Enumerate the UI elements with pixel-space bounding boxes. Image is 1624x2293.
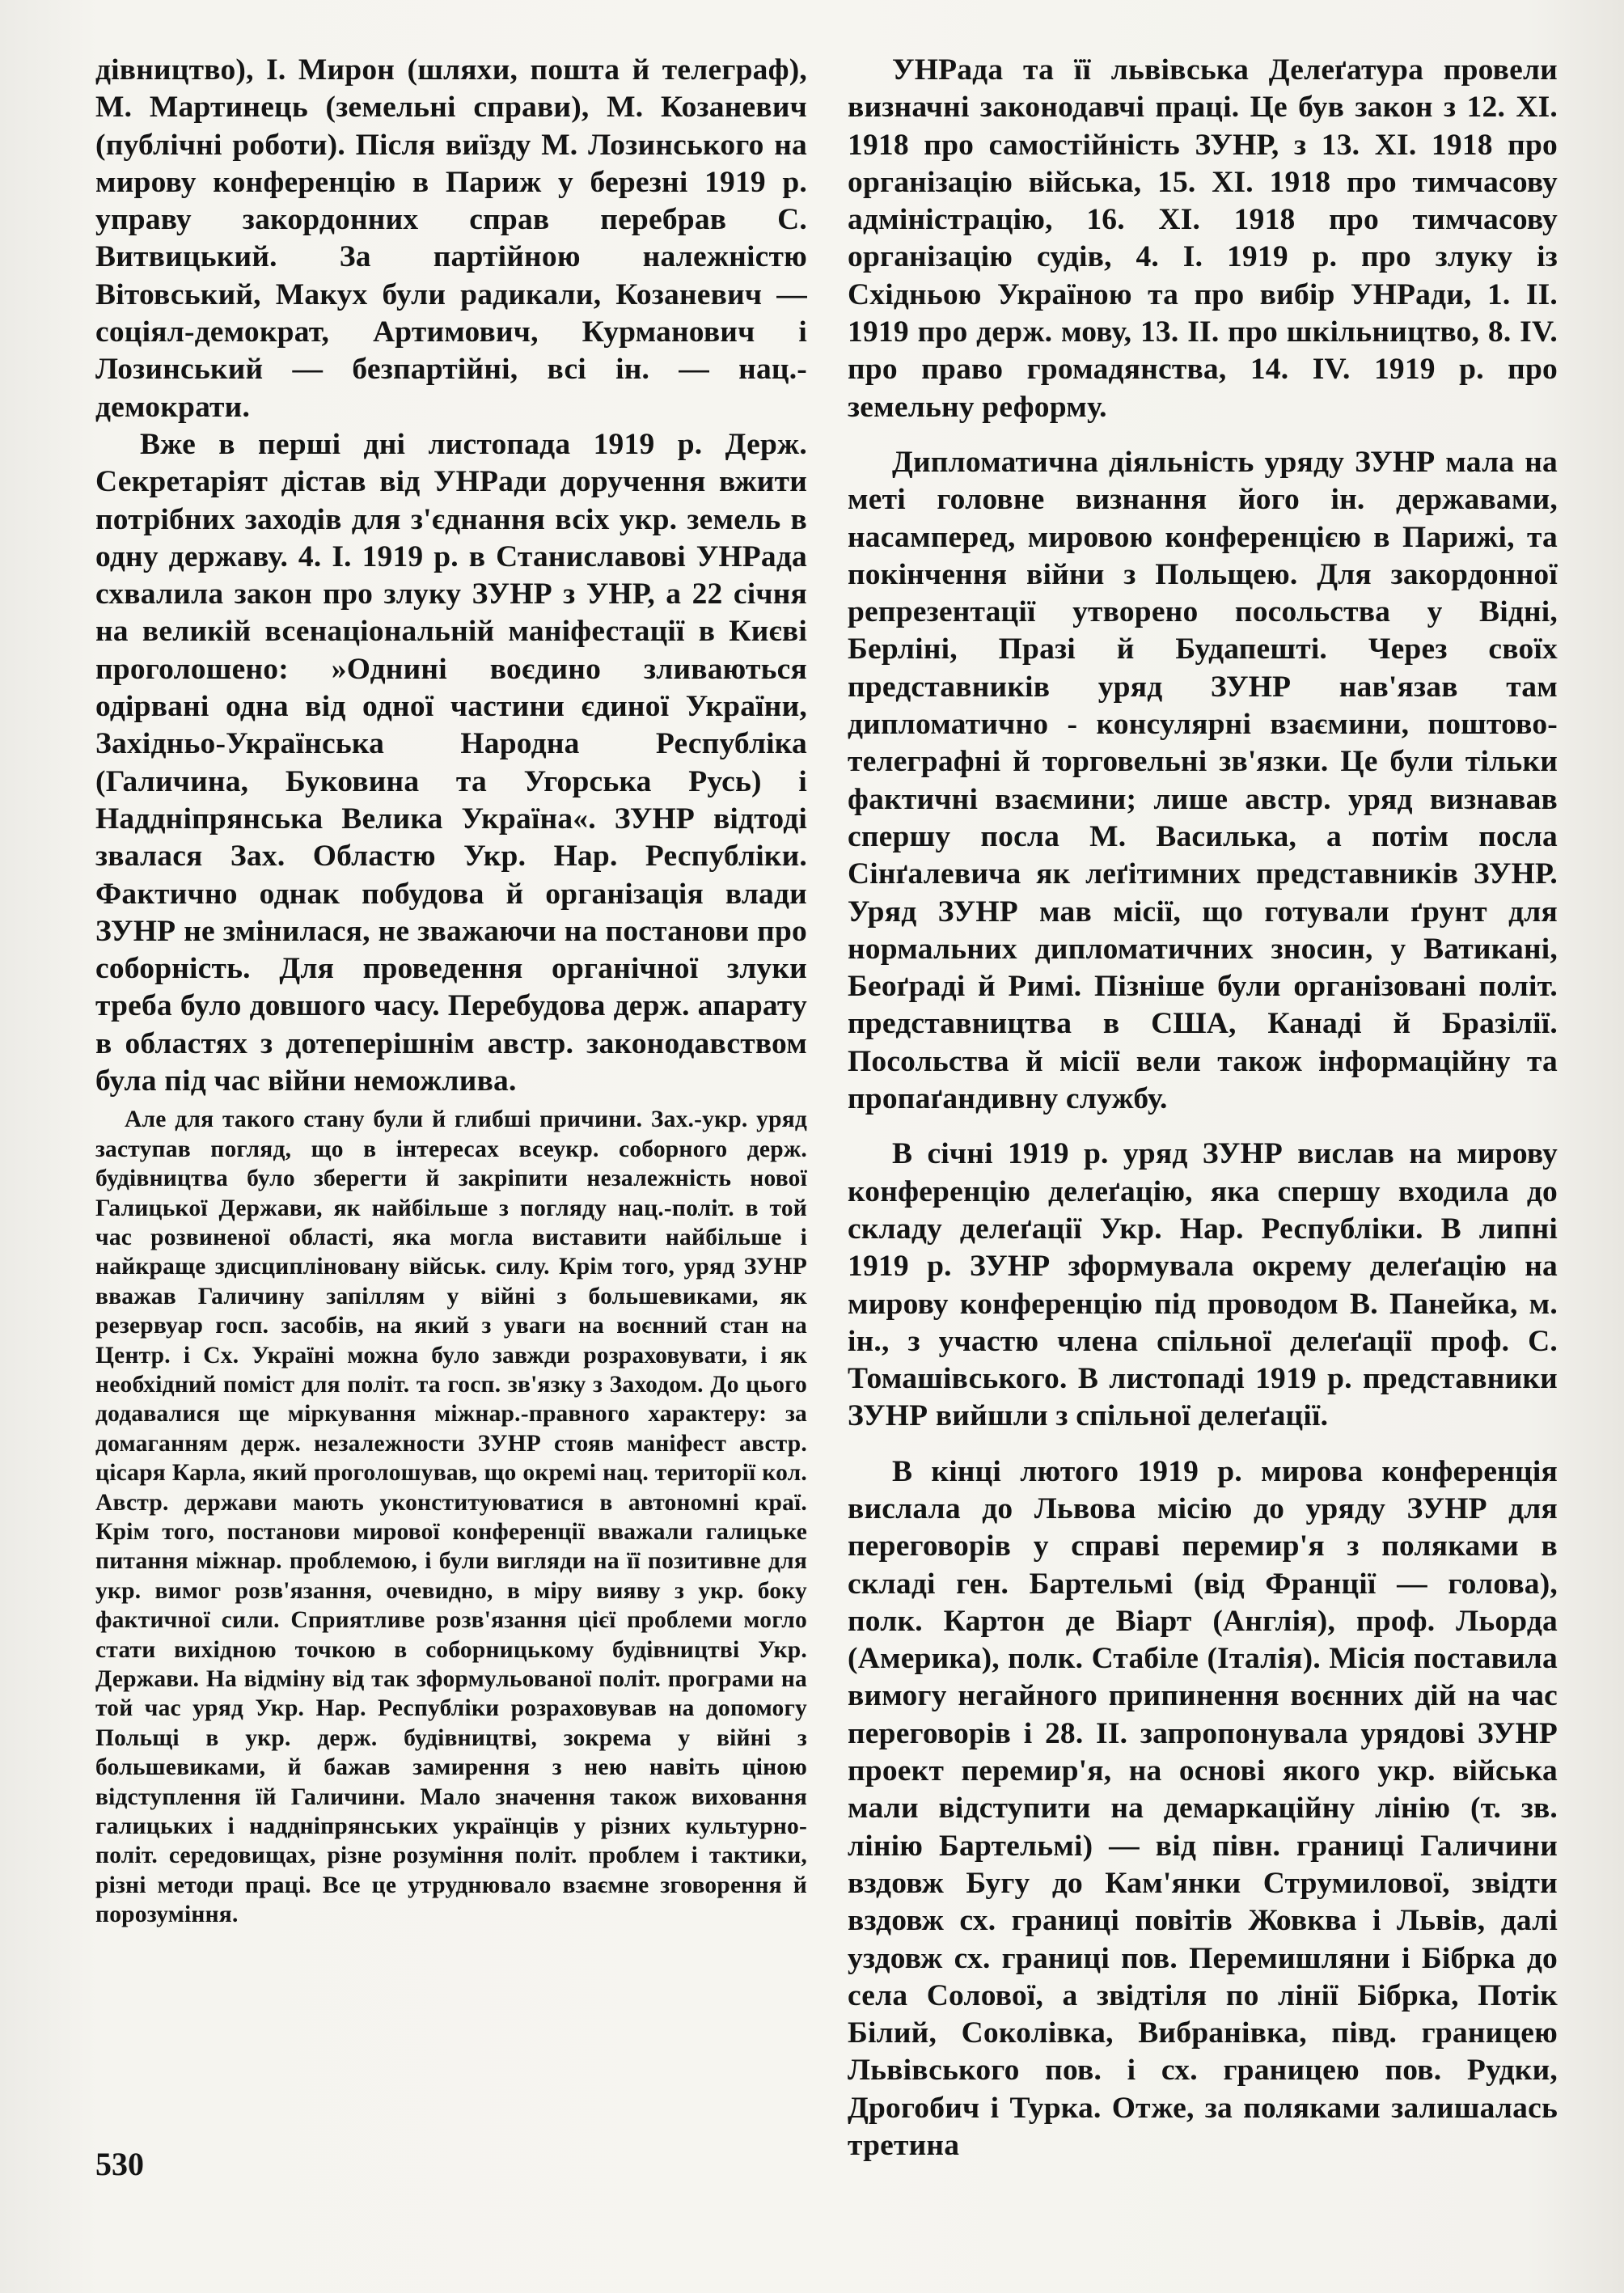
left-paragraph-3-small-print: Але для такого стану були й глибші причини. Зах.-укр. уряд заступав погляд, що в інтересах всеукр. соборного держ. будівництва було зберегти й закріпити незалежність нової Галицької Держави, як найбільше з погляду нац.-політ. в той час розвиненої області, яка могла виставити найбільше і найкраще здисципліновану військ. силу. Крім того, уряд ЗУНР вважав Галичину запіллям у війні з большевиками, як резервуар госп. засобів, на який з уваги на воєнний стан на Центр. і Сх. Україні можна було завжди розраховувати, і як необхідний поміст для політ. та госп. зв'язку з Заходом. До цього додавалися ще міркування міжнар.-правного характеру: за домаганням держ. незалежности ЗУНР стояв маніфест австр. цісаря Карла, який проголошував, що окремі нац. території кол. Австр. держави мають уконституюватися в автономні краї. Крім того, постанови мирової конференції вважали галицьке питання міжнар. проблемою, і були вигляди на її позитивне для укр. вимог розв'язання, очевидно, в міру вияву з укр. боку фактичної сили. Сприятливе розв'язання цієї проблеми могло стати вихідною точкою в соборницькому будівництві Укр. Держави. На відміну від так зформульованої політ. програми на той час уряд Укр. Нар. Республіки розраховував на допомогу Польщі в укр. держ. будівництві, зокрема у війні з большевиками, й бажав замирення з нею навіть ціною відступлення їй Галичини. Мало значення також виховання галицьких і наддніпрянських українців у різних культурно-політ. середовищах, різне розуміння політ. проблем і тактики, різні методи праці. Все це утруднювало взаємне зговорення й порозуміння.: [95, 1106, 807, 1928]
right-paragraph-1: УНРада та її львівська Делеґатура провели визначні законодавчі праці. Це був закон з 12. XI. 1918 про самостійність ЗУНР, з 13. XI. 1918 про організацію війська, 15. XI. 1918 про тимчасову адміністрацію, 16. XI. 1918 про тимчасову організацію судів, 4. І. 1919 р. про злуку із Східньою Україною та про вибір УНРади, 1. II. 1919 про держ. мову, 13. II. про шкільництво, 8. IV. про право громадянства, 14. IV. 1919 р. про земельну реформу.: [848, 53, 1558, 424]
left-paragraph-2: Вже в перші дні листопада 1919 р. Держ. Секретаріят дістав від УНРади доручення вжити потрібних заходів для з'єднання всіх укр. земель в одну державу. 4. І. 1919 р. в Станиславові УНРада схвалила закон про злуку ЗУНР з УНР, а 22 січня на великій всенаціональній маніфестації в Києві проголошено: »Однині воєдино зливаються одірвані одна від одної частини єдиної України, Західньо-Українська Народна Республіка (Галичина, Буковина та Угорська Русь) і Наддніпрянська Велика Україна«. ЗУНР відтоді звалася Зах. Областю Укр. Нар. Республіки. Фактично однак побудова й організація влади ЗУНР не змінилася, не зважаючи на постанови про соборність. Для проведення органічної злуки треба було довшого часу. Перебудова держ. апарату в областях з дотеперішнім австр. законодавством була під час війни неможлива.: [95, 427, 807, 1098]
page-number: 530: [95, 2146, 144, 2182]
right-paragraph-4: В кінці лютого 1919 р. мирова конференція вислала до Львова місію до уряду ЗУНР для переговорів у справі перемир'я з поляками в складі ген. Бартельмі (від Франції — голова), полк. Картон де Віарт (Англія), проф. Льорда (Америка), полк. Стабіле (Італія). Місія поставила вимогу негайного припинення воєнних дій на час переговорів і 28. II. запропонувала урядові ЗУНР проект перемир'я, на основі якого укр. війська мали відступити на демаркаційну лінію (т. зв. лінію Бартельмі) — від півн. границі Галичини вздовж Бугу до Кам'янки Струмилової, звідти вздовж сх. границі повітів Жовква і Львів, далі уздовж сх. границі пов. Перемишляни і Бібрка до села Солової, а звідтіля по лінії Бібрка, Потік Білий, Соколівка, Вибранівка, півд. границею Львівського пов. і сх. границею пов. Рудки, Дрогобич і Турка. Отже, за поляками залишалась третина: [848, 1454, 1558, 2163]
left-column: [95, 52, 807, 1930]
left-paragraph-1: дівництво), І. Мирон (шляхи, пошта й телеграф), М. Мартинець (земельні справи), М. Козаневич (публічні роботи). Після виїзду М. Лозинського на мирову конференцію в Париж у березні 1919 р. управу закордонних справ перебрав С. Витвицький. За партійною належністю Вітовський, Макух були радикали, Козаневич — соціял-демократ, Артимович, Курманович і Лозинський — безпартійні, всі ін. — нац.-демократи.: [95, 53, 807, 424]
right-paragraph-3: В січні 1919 р. уряд ЗУНР вислав на мирову конференцію делеґацію, яка спершу входила до складу делеґації Укр. Нар. Республіки. В липні 1919 р. ЗУНР зформувала окрему делеґацію на мирову конференцію під проводом В. Панейка, м. ін., з участю члена спільної делеґації проф. С. Томашівського. В листопаді 1919 р. представники ЗУНР вийшли з спільної делеґації.: [848, 1137, 1558, 1433]
right-column: [848, 52, 1558, 2164]
right-paragraph-2: Дипломатична діяльність уряду ЗУНР мала на меті головне визнання його ін. державами, насамперед, мировою конференцією в Парижі, та покінчення війни з Польщею. Для закордонної репрезентації утворено посольства у Відні, Берліні, Празі й Будапешті. Через своїх представників уряд ЗУНР нав'язав там дипломатично - консулярні взаємини, поштово-телеграфні й торговельні зв'язки. Це були тільки фактичні взаємини; лише австр. уряд визнавав спершу посла М. Василька, а потім посла Сінґалевича як леґітимних представників ЗУНР. Уряд ЗУНР мав місії, що готували ґрунт для нормальних дипломатичних зносин, у Ватикані, Беоґраді й Римі. Пізніше були організовані політ. представництва в США, Канаді й Бразілії. Посольства й місії вели також інформаційну та пропаґандивну службу.: [848, 445, 1558, 1116]
